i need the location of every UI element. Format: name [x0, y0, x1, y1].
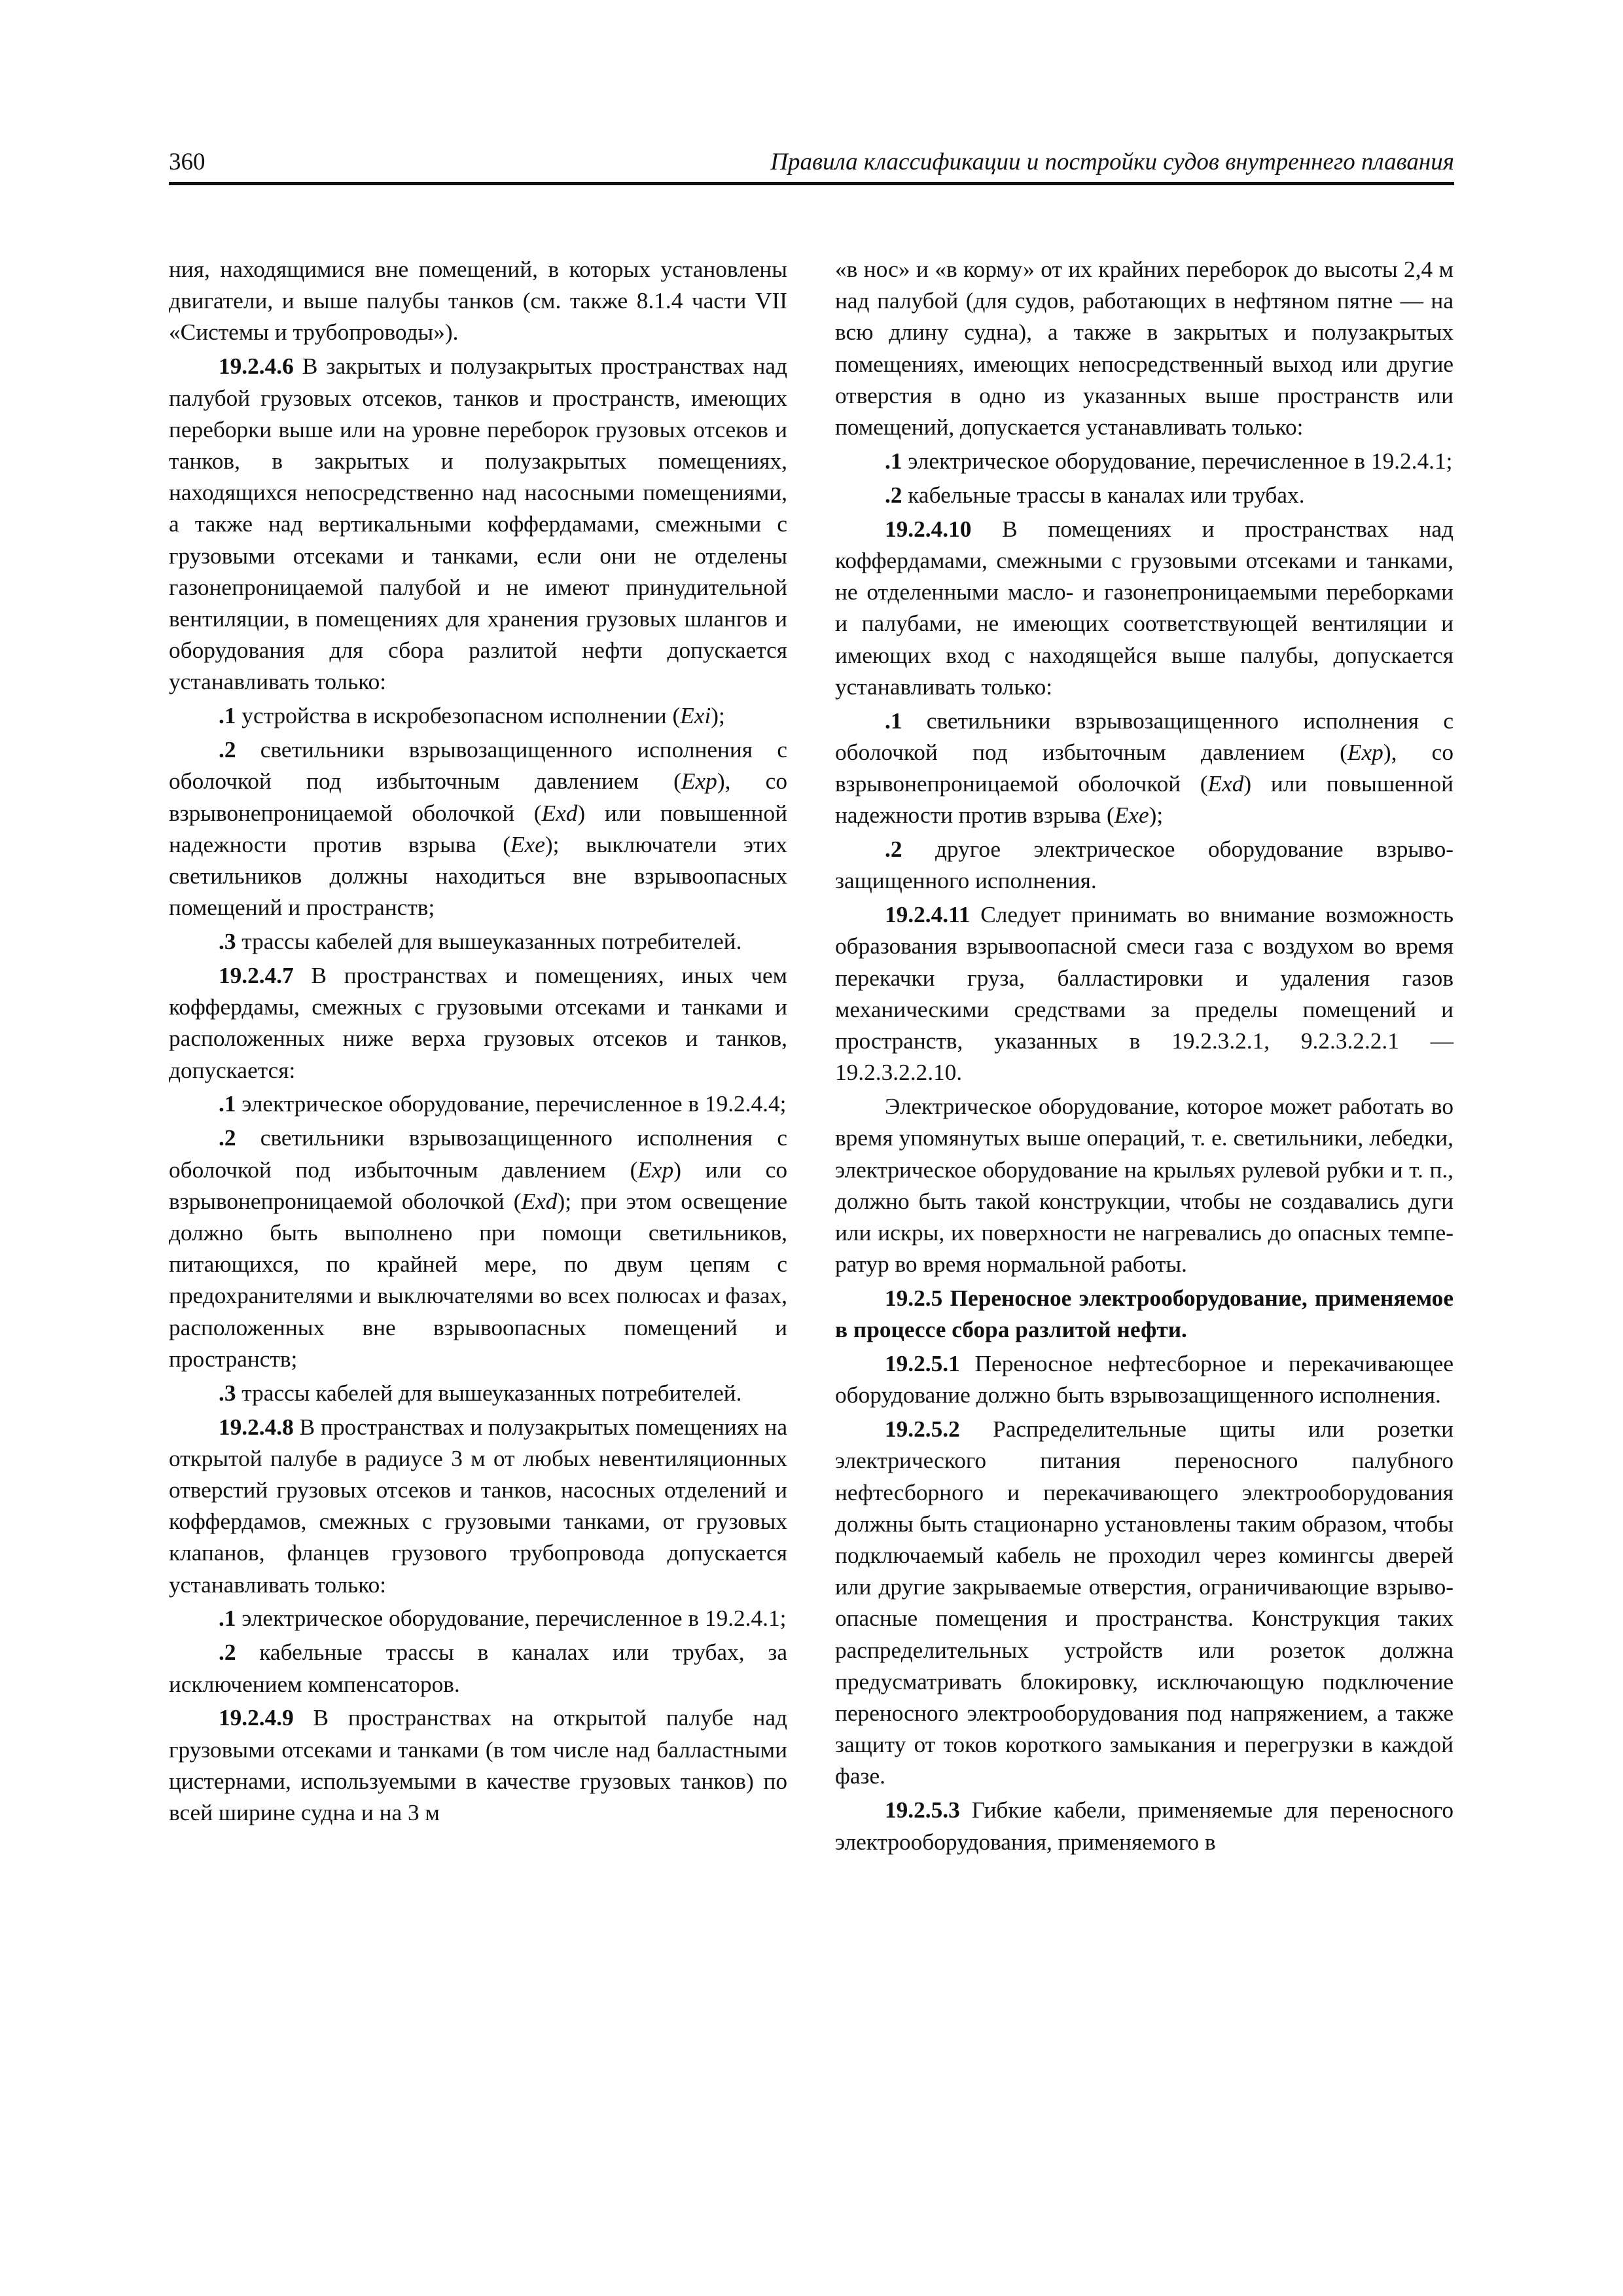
protection-code: Exp [637, 1157, 674, 1183]
item-text: другое электрическое оборудование взрывозащищенного исполнения. [835, 836, 1454, 894]
clause-text: Распределительные щиты или розетки электрического питания переносного палубного нефтесборного и перекачивающего электрооборудования должны быть стационарно установлены таким образом, чтобы подключаемый кабель не проходил через комингсы дверей или другие закрываемые отверстия, ограничивающие взрывоопасные помещения и пространства. Конструкция таких распределительных устройств или розеток должна предусматривать блокировку, исключающую подключение переносного электрооборудования под напряжением, а также защиту от токов короткого замыкания и перегрузки в каждой фазе. [835, 1416, 1454, 1789]
list-item [169, 734, 787, 924]
clause-19-2-5-2 [835, 1414, 1454, 1792]
item-text: ); при этом освещение должно быть выполнено при помощи светильников, питающихся, по крайней мере, по двум цепям с предохранителями и выключателями во всех полюсах и фазах, расположенных вне взрывоопасных помещений и пространств; [169, 1188, 787, 1372]
page-number: 360 [169, 149, 205, 175]
paragraph-text: Электрическое оборудование, которое может работать во время упомянутых выше операций, т. е. светильники, лебедки, электрическое оборудование на крыльях рулевой рубки и т. п., должно быть такой конструкции, чтобы не создавались дуги или искры, их поверхности не нагревались до опасных температур во время нормальной работы. [835, 1094, 1454, 1278]
running-title: Правила классификации и постройки судов внутреннего плавания [770, 149, 1454, 175]
paragraph [169, 254, 787, 349]
clause-19-2-4-11 [835, 899, 1454, 1088]
item-number: .1 [219, 1091, 236, 1117]
list-item [169, 700, 787, 732]
list-item [169, 926, 787, 958]
list-item [169, 1122, 787, 1375]
item-text: ); [1149, 802, 1164, 829]
clause-19-2-4-6 [169, 351, 787, 698]
protection-code: Exd [541, 800, 578, 826]
item-number: .2 [219, 737, 236, 763]
item-text: устройства в искробезопасном исполнении ( [236, 703, 681, 729]
item-number: .2 [885, 482, 902, 508]
clause-text: В помещениях и пространствах над коффердамами, смежными с грузовыми отсеками и танками, не отделенными масло- и газонепроницаемыми переборками и палубами, не имеющих соответствующей вентиляции и имеющих вход с находящейся выше палубы, допускается устанавливать только: [835, 516, 1454, 700]
list-item [169, 1603, 787, 1634]
page-header [169, 144, 1454, 185]
clause-number: 19.2.4.8 [219, 1414, 294, 1440]
item-text: кабельные трассы в каналах или трубах, за исключением компенсаторов. [169, 1640, 787, 1697]
protection-code: Exe [1114, 802, 1149, 829]
clause-19-2-5-3 [835, 1795, 1454, 1857]
item-number: .1 [219, 703, 236, 729]
item-text: ); выключатели этих светильников должны находиться вне взрывоопасных помещений и пространств; [169, 831, 788, 921]
clause-19-2-4-7 [169, 960, 787, 1086]
clause-text: В пространствах и полузакрытых помещениях на открытой палубе в радиусе 3 м от любых невентиляционных отверстий грузовых отсеков и танков, насосных отделений и коффердамов, смежных с грузовыми танками, от грузовых клапанов, фланцев грузового трубопровода допускается устанавливать только: [169, 1414, 787, 1598]
clause-number: 19.2.5.2 [885, 1416, 960, 1443]
clause-number: 19.2.5.1 [885, 1351, 960, 1377]
paragraph [835, 1091, 1454, 1280]
item-number: .1 [219, 1605, 236, 1632]
item-text: ) или повышенной надежности против взрыва ( [169, 800, 787, 857]
right-column [835, 254, 1454, 1860]
clause-text: В закрытых и полузакрытых пространствах над палубой грузовых отсеков, танков и пространств, имеющих переборки выше или на уровне переборок грузовых отсеков и танков, в закрытых и полузакрытых помещениях, находящихся непосредственно над насосными помещениями, а также над вертикальными коффердамами, смежными с грузовыми отсеками и танками, если они не отделены газонепроницаемой палубой и не имеют принудительной вентиляции, в помещениях для хранения грузовых шлангов и оборудования для сбора разлитой нефти допускается устанавливать только: [169, 353, 787, 695]
clause-number: 19.2.4.7 [219, 962, 294, 988]
item-text: кабельные трассы в каналах или трубах. [902, 482, 1305, 508]
protection-code: Exe [510, 831, 545, 857]
item-number: .2 [885, 836, 902, 863]
clause-number: 19.2.4.6 [219, 353, 294, 380]
list-item [169, 1088, 787, 1120]
clause-number: 19.2.4.11 [885, 902, 971, 928]
list-item [835, 480, 1454, 511]
clause-19-2-5-1 [835, 1348, 1454, 1411]
protection-code: Exd [1207, 771, 1244, 797]
clause-text: Следует принимать во внимание возможность образования взрывоопасной смеси газа с воздухом во время перекачки груза, балластировки и удаления газов механическими средствами за пределы помещений и пространств, указанных в 19.2.3.2.1, 9.2.3.2.2.1 — 19.2.3.2.2.10. [835, 902, 1454, 1086]
clause-text: В пространствах и помещениях, иных чем коффердамы, смежных с грузовыми отсеками и танками и расположенных ниже верха грузовых отсеков и танков, допускается: [169, 962, 787, 1083]
section-heading-19-2-5 [835, 1283, 1454, 1346]
item-number: .2 [219, 1640, 236, 1666]
list-item [835, 706, 1454, 832]
clause-19-2-4-8 [169, 1412, 787, 1601]
protection-code: Exp [681, 768, 717, 795]
item-number: .3 [219, 929, 236, 955]
left-column [169, 254, 787, 1831]
item-text: ) или со взрывонепроницаемой оболочкой ( [169, 1157, 787, 1214]
item-text: трассы кабелей для вышеуказанных потребителей. [236, 1380, 742, 1406]
paragraph-text: ния, находящимися вне помещений, в которых установлены двигатели, и выше палубы танков (см. также 8.1.4 части VII «Системы и трубопроводы»). [169, 257, 787, 346]
item-text: ); [711, 703, 725, 729]
clause-text: Переносное нефтесборное и перекачивающее оборудование должно быть взрывозащищенного исполнения. [835, 1351, 1454, 1408]
item-text: ) или повышенной надежности против взрыва ( [835, 771, 1454, 829]
clause-number: 19.2.5.3 [885, 1797, 960, 1823]
item-number: .3 [219, 1380, 236, 1406]
clause-19-2-4-10 [835, 514, 1454, 703]
list-item [169, 1378, 787, 1409]
clause-text: Гибкие кабели, применяемые для переносного электрооборудования, применяемого в [835, 1797, 1454, 1855]
item-text: светильники взрывозащищенного исполнения с оболочкой под избыточным давлением ( [169, 737, 787, 795]
item-text: светильники взрывозащищенного исполнения с оболочкой под избыточным давлением ( [835, 708, 1454, 765]
item-text: ), со взрывонепроницаемой оболочкой ( [835, 739, 1454, 797]
item-number: .1 [885, 708, 902, 734]
protection-code: Exi [680, 703, 711, 729]
clause-19-2-4-9 [169, 1702, 787, 1829]
clause-text: В пространствах на открытой палубе над грузовыми отсеками и танками (в том числе над балластными цистернами, используемыми в качестве грузовых танков) по всей ширине судна и на 3 м [169, 1705, 787, 1825]
item-number: .1 [885, 448, 902, 474]
item-text: электрическое оборудование, перечисленное в 19.2.4.1; [902, 448, 1453, 474]
list-item [835, 446, 1454, 477]
paragraph [835, 254, 1454, 443]
list-item [835, 834, 1454, 897]
protection-code: Exp [1347, 739, 1383, 765]
item-text: ), со взрывонепроницаемой оболочкой ( [169, 768, 787, 826]
item-text: электрическое оборудование, перечисленное в 19.2.4.1; [236, 1605, 787, 1632]
paragraph-text: «в нос» и «в корму» от их крайних переборок до высоты 2,4 м над палубой (для судов, работающих в нефтяном пятне — на всю длину судна), а также в закрытых и полузакрытых помещениях, имеющих непосредственный выход или другие отверстия в одно из указанных выше пространств или помещений, допускается устанавливать только: [835, 257, 1454, 440]
protection-code: Exd [521, 1188, 558, 1214]
list-item [169, 1637, 787, 1700]
clause-number: 19.2.4.10 [885, 516, 972, 542]
clause-number: 19.2.4.9 [219, 1705, 294, 1731]
section-heading: 19.2.5 Переносное электрооборудование, применяемое в процессе сбора разлитой нефти. [835, 1285, 1454, 1343]
item-text: трассы кабелей для вышеуказанных потребителей. [236, 929, 742, 955]
item-number: .2 [219, 1125, 236, 1151]
item-text: светильники взрывозащищенного исполнения с оболочкой под избыточным давлением ( [169, 1125, 787, 1183]
item-text: электрическое оборудование, перечисленное в 19.2.4.4; [236, 1091, 787, 1117]
